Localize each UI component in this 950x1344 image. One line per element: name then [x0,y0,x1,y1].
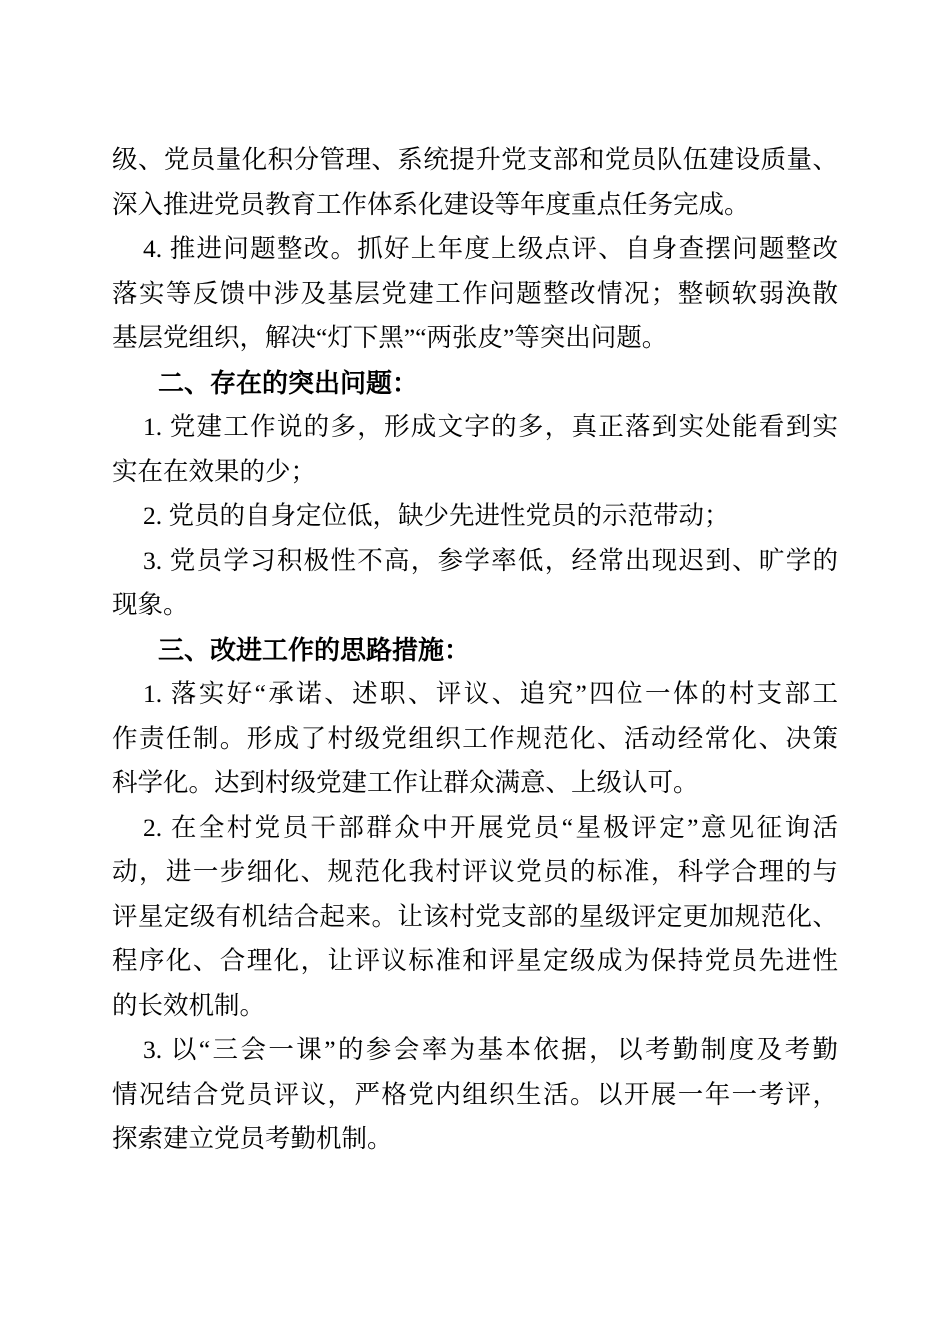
text-line: 2. 在全村党员干部群众中开展党员“星极评定”意见征询活 [143,812,838,842]
text-line: 1. 落实好“承诺、述职、评议、追究”四位一体的村支部工 [143,679,838,708]
text-line: 现象。 [112,590,189,619]
text-line: 动，进一步细化、规范化我村评议党员的标准，科学合理的与 [112,857,838,886]
text-line: 的长效机制。 [112,990,266,1020]
text-line: 作责任制。形成了村级党组织工作规范化、活动经常化、决策 [112,723,838,753]
text-line: 程序化、合理化，让评议标准和评星定级成为保持党员先进性 [112,946,838,975]
text-line: 级、党员量化积分管理、系统提升党支部和党员队伍建设质量、 [112,145,838,174]
text-line: 科学化。达到村级党建工作让群众满意、上级认可。 [112,768,699,797]
text-line: 4. 推进问题整改。抓好上年度上级点评、自身查摆问题整改 [143,234,838,263]
text-line: 深入推进党员教育工作体系化建设等年度重点任务完成。 [112,189,750,219]
text-line: 3. 党员学习积极性不高，参学率低，经常出现迟到、旷学的 [143,545,838,575]
section-heading: 二、存在的突出问题： [158,367,419,398]
text-line: 实在在效果的少； [112,456,317,486]
text-line: 1. 党建工作说的多，形成文字的多，真正落到实处能看到实 [143,412,838,441]
text-line: 情况结合党员评议，严格党内组织生活。以开展一年一考评， [112,1079,838,1109]
text-line: 评星定级有机结合起来。让该村党支部的星级评定更加规范化、 [112,901,838,931]
text-line: 基层党组织，解决“灯下黑”“两张皮”等突出问题。 [112,323,668,352]
text-line: 落实等反馈中涉及基层党建工作问题整改情况；整顿软弱涣散 [112,278,838,308]
text-line: 3. 以“三会一课”的参会率为基本依据，以考勤制度及考勤 [143,1035,838,1064]
section-heading: 三、改进工作的思路措施： [158,634,471,665]
document-content [112,138,838,1162]
text-line: 2. 党员的自身定位低，缺少先进性党员的示范带动； [143,501,730,530]
text-line: 探索建立党员考勤机制。 [112,1124,393,1153]
